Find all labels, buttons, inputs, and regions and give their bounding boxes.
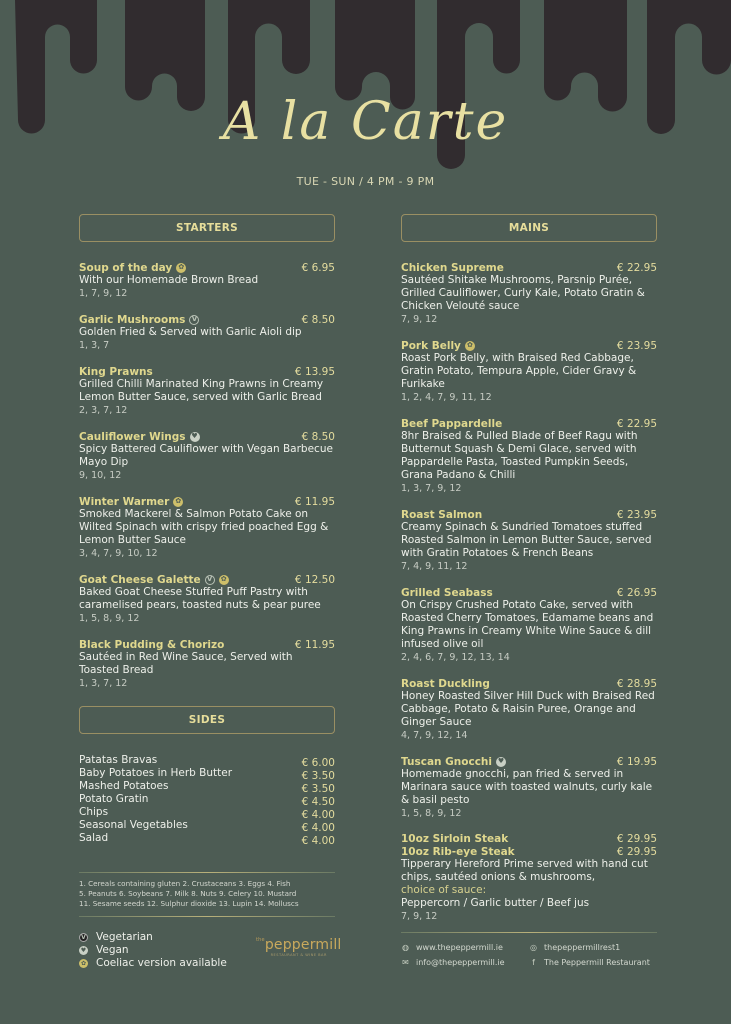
item-name: Garlic Mushrooms [79,313,186,326]
item-price: € 12.50 [294,573,335,586]
legend-label: Vegetarian [96,931,153,943]
legend-label: Vegan [96,944,129,956]
item-name-wrap [79,574,229,586]
item-description: 8hr Braised & Pulled Blade of Beef Ragu with Butternut Squash & Demi Glace, served with Pappardelle Pasta, Toasted Pumpkin Seeds, Grana Padano & Chilli [401,430,638,481]
menu-item [79,495,335,560]
logo-name: peppermill [264,937,342,953]
side-name: Salad [79,832,109,844]
item-name: Pork Belly [401,339,461,352]
item-name: Black Pudding & Chorizo [79,638,225,651]
item-price: € 22.95 [616,261,657,274]
menu-title: A la Carte [222,92,509,152]
side-price: € 4.50 [301,796,335,808]
allergen-key [79,873,335,916]
peppermill-logo [256,937,342,957]
left-column [79,214,342,970]
menu-item [79,365,335,417]
side-name: Mashed Potatoes [79,780,169,792]
legend-coeliac [79,957,335,970]
item-allergens: 1, 5, 8, 9, 12 [79,613,140,624]
vegan-icon: ♥ [191,432,198,440]
item-name: Soup of the day [79,261,173,274]
item-price: € 23.95 [616,508,657,521]
item-header [79,261,335,274]
menu-item [79,430,335,482]
allergen-key-line: 5. Peanuts 6. Soybeans 7. Milk 8. Nuts 9. Celery 10. Mustard [79,889,297,898]
item-header [79,365,335,378]
item-allergens: 7, 9, 12 [401,911,438,922]
item-allergens: 7, 9, 12 [401,314,438,325]
item-price: € 22.95 [616,417,657,430]
item-description: On Crispy Crushed Potato Cake, served with Roasted Cherry Tomatoes, Edamame beans and King Prawns in Creamy White Wine Sauce & dill infused olive oil [401,599,654,650]
item-name: Grilled Seabass [401,586,493,599]
menu-item-steak [401,832,657,923]
right-column [401,214,657,967]
sides-list [79,754,335,848]
item-price: € 8.50 [301,430,335,443]
item-price: € 29.95 [616,845,657,858]
item-name-wrap [401,262,504,274]
mains-list [401,261,657,820]
sauce-options: Peppercorn / Garlic butter / Beef jus [401,897,590,909]
item-name-wrap [79,496,183,508]
item-header [401,677,657,690]
instagram-handle[interactable]: thepeppermillrest1 [544,943,621,952]
item-header [79,495,335,508]
vegetarian-icon: V [189,315,199,325]
menu-item [401,417,657,495]
side-price: € 4.00 [301,835,335,847]
starters-list [79,261,335,690]
item-name-wrap [79,314,199,326]
item-price: € 8.50 [301,313,335,326]
item-name-wrap [401,756,506,768]
item-description: With our Homemade Brown Bread [79,274,259,286]
starters-heading: STARTERS [79,214,335,242]
item-name: Beef Pappardelle [401,417,503,430]
facebook-page[interactable]: The Peppermill Restaurant [544,958,650,967]
item-allergens: 7, 4, 9, 11, 12 [401,561,468,572]
logo-prefix: the [256,937,265,943]
side-price: € 3.50 [301,770,335,782]
item-price: € 26.95 [616,586,657,599]
item-name-wrap [79,431,200,443]
dietary-legend [79,931,342,970]
item-allergens: 1, 2, 4, 7, 9, 11, 12 [401,392,492,403]
menu-item [79,573,335,625]
item-header [401,261,657,274]
menu-item [79,261,335,300]
item-description: Roast Pork Belly, with Braised Red Cabbage, Gratin Potato, Tempura Apple, Cider Gravy & Furikake [401,352,637,390]
item-name: King Prawns [79,365,153,378]
item-price: € 11.95 [294,638,335,651]
item-header [401,508,657,521]
item-allergens: 2, 3, 7, 12 [79,405,128,416]
vegan-icon: ♥ [80,946,87,954]
opening-hours: TUE - SUN / 4 PM - 9 PM [296,175,435,188]
item-name: Roast Duckling [401,677,490,690]
item-header [401,832,657,845]
legend-label: Coeliac version available [96,957,227,969]
coeliac-icon: ✿ [176,263,186,273]
item-price: € 11.95 [294,495,335,508]
item-name-wrap [401,418,502,430]
menu-item [401,508,657,573]
item-name: Chicken Supreme [401,261,504,274]
item-price: € 13.95 [294,365,335,378]
item-header [401,586,657,599]
menu-item [79,638,335,690]
item-name: Roast Salmon [401,508,483,521]
coeliac-icon: ✿ [465,341,475,351]
item-name-wrap [79,639,224,651]
item-description: Honey Roasted Silver Hill Duck with Braised Red Cabbage, Potato & Raisin Puree, Orange and Ginger Sauce [401,690,655,728]
envelope-icon: ✉ [402,958,409,967]
item-description: Tipperary Hereford Prime served with hand cut chips, sautéed onions & mushrooms, [401,858,648,883]
item-name: 10oz Sirloin Steak [401,832,509,845]
menu-item [401,677,657,742]
item-name: Winter Warmer [79,495,170,508]
item-price: € 29.95 [616,832,657,845]
divider [79,916,335,917]
facebook-icon: f [532,958,535,967]
logo-tagline: RESTAURANT & WINE BAR [270,953,327,957]
globe-icon: ◍ [402,943,409,952]
item-description: Smoked Mackerel & Salmon Potato Cake on Wilted Spinach with crispy fried poached Egg & Lemon Butter Sauce [79,508,329,546]
item-header [401,845,657,858]
side-price: € 4.00 [301,822,335,834]
website-link[interactable]: www.thepeppermill.ie [416,943,503,952]
side-name: Seasonal Vegetables [79,819,188,831]
item-name-wrap [79,366,153,378]
item-name-wrap [401,340,475,352]
contact-facebook[interactable] [529,958,657,967]
item-description: Homemade gnocchi, pan fried & served in Marinara sauce with toasted walnuts, curly kale & basil pesto [401,768,653,806]
item-name-wrap [401,678,490,690]
menu-item [401,261,657,326]
item-allergens: 3, 4, 7, 9, 10, 12 [79,548,158,559]
coeliac-icon: ✿ [80,959,87,967]
contact-website[interactable] [401,943,529,952]
side-name: Chips [79,806,109,818]
contact-instagram[interactable] [529,943,657,952]
sides-prices [302,754,335,848]
item-price: € 6.95 [301,261,335,274]
item-name-wrap [401,509,482,521]
coeliac-icon: ✿ [219,575,229,585]
item-price: € 19.95 [616,755,657,768]
vegetarian-icon: V [79,933,88,942]
item-name: 10oz Rib-eye Steak [401,845,515,858]
item-allergens: 1, 3, 7 [79,340,110,351]
allergen-key-line: 11. Sesame seeds 12. Sulphur dioxide 13. Lupin 14. Molluscs [79,899,299,908]
side-price: € 4.00 [301,809,335,821]
contact-email[interactable] [401,958,529,967]
side-name: Baby Potatoes in Herb Butter [79,767,233,779]
sauce-label: choice of sauce: [401,884,487,896]
contact-info [401,933,657,967]
allergen-key-line: 1. Cereals containing gluten 2. Crustaceans 3. Eggs 4. Fish [79,879,291,888]
item-price: € 23.95 [616,339,657,352]
item-price: € 28.95 [616,677,657,690]
menu-item [79,313,335,352]
item-description: Golden Fried & Served with Garlic Aioli dip [79,326,302,338]
item-allergens: 1, 3, 7, 9, 12 [401,483,462,494]
item-header [79,638,335,651]
item-header [79,573,335,586]
item-allergens: 1, 7, 9, 12 [79,288,128,299]
sides-heading: SIDES [79,706,335,734]
item-name-wrap [79,262,186,274]
vegan-icon: ♥ [497,757,505,765]
item-header [401,339,657,352]
item-description: Spicy Battered Cauliflower with Vegan Barbecue Mayo Dip [79,443,333,468]
sides-names [79,754,232,848]
vegetarian-icon: V [205,575,215,585]
item-header [401,417,657,430]
item-description: Grilled Chilli Marinated King Prawns in Creamy Lemon Butter Sauce, served with Garlic Bread [79,378,324,403]
side-price: € 6.00 [301,757,335,769]
item-allergens: 1, 5, 8, 9, 12 [401,808,462,819]
menu-item [401,339,657,404]
item-allergens: 2, 4, 6, 7, 9, 12, 13, 14 [401,652,510,663]
item-description: Creamy Spinach & Sundried Tomatoes stuffed Roasted Salmon in Lemon Butter Sauce, served with Gratin Potatoes & French Beans [401,521,652,559]
item-name: Tuscan Gnocchi [401,755,493,768]
instagram-icon: ◎ [530,943,537,952]
item-description: Baked Goat Cheese Stuffed Puff Pastry with caramelised pears, toasted nuts & pear puree [79,586,321,611]
email-link[interactable]: info@thepeppermill.ie [416,958,505,967]
item-description: Sautéed Shitake Mushrooms, Parsnip Purée, Grilled Cauliflower, Curly Kale, Potato Gratin & Chicken Velouté sauce [401,274,645,312]
item-allergens: 1, 3, 7, 12 [79,678,128,689]
item-header [401,755,657,768]
side-name: Potato Gratin [79,793,149,805]
item-allergens: 9, 10, 12 [79,470,122,481]
drip-decoration [0,0,731,180]
coeliac-icon: ✿ [173,497,183,507]
item-name: Goat Cheese Galette [79,573,201,586]
side-price: € 3.50 [301,783,335,795]
mains-heading: MAINS [401,214,657,242]
item-header [79,313,335,326]
menu-item [401,586,657,664]
item-name-wrap [401,587,493,599]
side-name: Patatas Bravas [79,754,158,766]
item-name: Cauliflower Wings [79,430,186,443]
item-allergens: 4, 7, 9, 12, 14 [401,730,468,741]
item-description: Sautéed in Red Wine Sauce, Served with Toasted Bread [79,651,293,676]
item-header [79,430,335,443]
menu-item [401,755,657,820]
